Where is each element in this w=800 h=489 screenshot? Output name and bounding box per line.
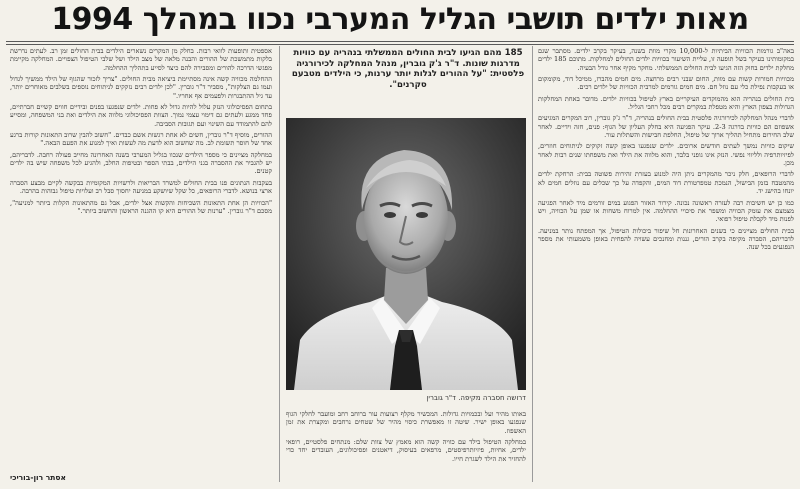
article-headline: מאות ילדים תושבי הגליל המערבי נכוו במהלך 1994: [51, 2, 749, 37]
article-paragraph: באותו מהיר ועל ובכמויות גדולות. המכשיר מקלף רצועות עור ברוחב רחב ומועבר לחלקי הגוף שנפגעו באופן ישיר. שיטה זו מאפשרת כיסוי מהיר של שטחים נרחבים ומקצרת את זמן האשפוז.: [286, 410, 526, 435]
article-paragraph: בית החולים בנהריה הוא מהמוקדים העיקריים בארץ לטיפול בכוויות ילדים. מדובר באחת המחלקות הגדולות בצפון הארץ והיא מטפלת במקרים רבים מכל רחבי הגליל.: [538, 94, 794, 112]
article-column-left: [10, 47, 272, 471]
article-paragraph: שיקום כוויות נמשך לעתים חודשים ארוכים. ילדים שנפגעו באופן קשה זקוקים לניתוחים חוזרים, לפיזיותרפיה ולליווי נפשי. הנזק אינו גופני בלבד, והוא מלווה את הילד ואת משפחתו שנים רבות לאחר מכן.: [538, 142, 794, 168]
article-paragraph: אספטית ותופעות לוואי רבות. בחלק מן המקרים נשארים הילדים בבית החולים זמן רב. לעתים נדרשת בלקות מתמשכת של ההורים והבנה מלאה של מצב הילד ושל שלבי הטיפול הצפויים. המחלקה מקיימת מפגשי הדרכה להורים ומסבירה להם כיצד לסייע בתהליך ההחלמה.: [10, 47, 272, 72]
article-paragraph: מכוויות חמורות קשות עם מוות, החום שבני רבים מרחצה. מים חמים מהברז, ממיכל דוד, מקומקום או בעקבות נפילת כלי עם נוזל חם. מים חמים גורמים למרבית הכוויות של ילדים רכים.: [538, 75, 794, 92]
article-paragraph: בבית החולים מציינים כי בשנים האחרונות חל שיפור ביכולות הטיפול, אך המפתח נותר במניעה. לדבריהם, הסברה מקיפה בקרב הורים, גננות ומחנכים עשויה להפחית באופן משמעותי את מספר הנפגעים בכל שנה.: [538, 226, 794, 252]
portrait-photo: [286, 118, 526, 390]
article-byline: אסתר רון-בוריכי: [10, 473, 66, 482]
article-paragraph: לדברי מנהל המחלקה לכירורגיה פלסטית בבית החולים בנהריה, ד"ר ג'ק גוברין, רוב המקרים המגיעים אשפוזם הם כוויות בדרגה 2-3. עיקר הפגיעה היא בחלק העליון של הגוף: פנים, חזה וידיים. לאחר שלב החירום מתחיל תהליך ארוך של טיפול, החלפת חבישות והשתלות עור.: [538, 114, 794, 140]
article-paragraph: במחלקה הטיפול בילד עם כוויה קשה הוא מאמץ של צוות שלם: מנתחים פלסטיים, רופאי ילדים, אחיות, פיזיותרפיסטים, מרפאים בעיסוק, דיאטנים ופסיכולוגים, העובדים יחד כדי להחזיר את הילד לשגרת חייו.: [286, 438, 526, 463]
article-paragraph: כמו כן יש חשיבות רבה לעזרה ראשונה נכונה. קירור האזור הפגוע במים זורמים מיד לאחר הפגיעה מצמצם את עומק הכוויה ומשפר את סיכויי ההחלמה. אין למרוח משחות או שמן על הכוויה, ויש לפנות מיד לקבלת טיפול רפואי.: [538, 198, 794, 224]
article-paragraph: "הכוויות הן אחת התאונות השכיחות והקשות אצל ילדים, אבל גם מהתאונות הקלות ביותר למניעה", מסכם ד"ר גוברין. "ערנות של ההורים היא קו ההגנה הראשון והחשוב ביותר.": [10, 198, 272, 215]
article-paragraph: בעקבות הנתונים פנו בבית החולים למשרד הבריאות ולרשויות המקומיות בבקשה לקיים מבצע הסברה ארצי בנושא. לדברי הרופאים, כל שקל שיושקע במניעה יחסוך סבל רב ועלויות טיפול גבוהות בהרבה.: [10, 178, 272, 196]
article-subheadline: 185 מהם הגיעו לבית החולים הממשלתי בנהריה עם כוויות מדרגות שונות. ד"ר ג'ק גוברין, מנהל המחלקה לכירורגיה פלסטית: "על ההורים לגלות יותר ערנות, כי הילדים מטבעם סקרנים".: [291, 48, 525, 90]
headline-rule-bottom: [6, 44, 794, 45]
article-paragraph: באה"ב גורמות הכוויות הביתיות ל-10,000 מקרי מוות בשנה, בעיקר בקרב ילדים. מסתבר שגם במקומותינו בעיקר בשל תופעה זו, עליית השיעור בכוויות ילדים החולים למחלקות. מתוכם 185 ילדים מחלקת ילדים בחוק הזה הגיעו לבית החולים הממשלתי. מחקר מקיף אחר גודל הבעיה.: [538, 47, 794, 72]
article-paragraph: בתחום הפסיכולוגי הנזק עלול להיות גדול לא פחות. ילדים שנפגעו בפנים ובידיים חווים קשיים חברתיים, פחד ממגע ולעתים גם דימוי עצמי נמוך. הצוות הפסיכולוגי מלווה את הילדים ואת בני המשפחה, ומסייע להם להתמודד עם השינוי ועם תגובות הסביבה.: [10, 103, 272, 128]
column-divider: [532, 46, 533, 482]
portrait-illustration: [286, 118, 526, 390]
article-paragraph: ההחלמה מכוויה קשה אינה מסתיימת ביציאה מבית החולים. "צריך לזכור שהגוף של הילד ממשיך לגדול ועמו גם הצלקות", מסביר ד"ר גוברין. "לכן ילדים רבים נזקקים לניתוחים נוספים בשלבים מאוחרים יותר, עד גיל ההתבגרות ולפעמים אף אחריו.": [10, 75, 272, 100]
article-paragraph: ההורים, מוסיף ד"ר גוברין, חשים לא אחת רגשות אשם כבדים. "חשוב להבין שרוב התאונות קורות ברגע אחד של חוסר תשומת לב. מה שחשוב הוא לדעת מה לעשות ואיך למנוע את הפעם הבאה.": [10, 131, 272, 148]
column-divider: [279, 46, 280, 482]
article-paragraph: לדברי הרופאים, חלק ניכר מהמקרים ניתן היה למנוע בעזרת זהירות פשוטה בבית: הרחקת ילדים מהמטבח בזמן הבישול, הנמכת טמפרטורת דוד המים, והקפדה על כך שכלים עם נוזלים חמים לא יונחו בהישג יד.: [538, 170, 794, 196]
photo-caption: דרושה חסברה מקיפה. ד"ר גוברין: [426, 394, 526, 402]
article-column-right: [538, 47, 794, 483]
headline-rule-top: [6, 41, 794, 42]
article-column-center: [286, 410, 526, 484]
article-paragraph: במחלקה מציינים כי מספר הילדים שנכוו בגליל המערבי בשנה האחרונה מחייב פעולה רחבה. לדבריהם, יש להגביר את ההסברה בגני הילדים, בבתי הספר ובטיפות החלב, ולהגיע לכל משפחה שיש בה ילדים קטנים.: [10, 150, 272, 176]
